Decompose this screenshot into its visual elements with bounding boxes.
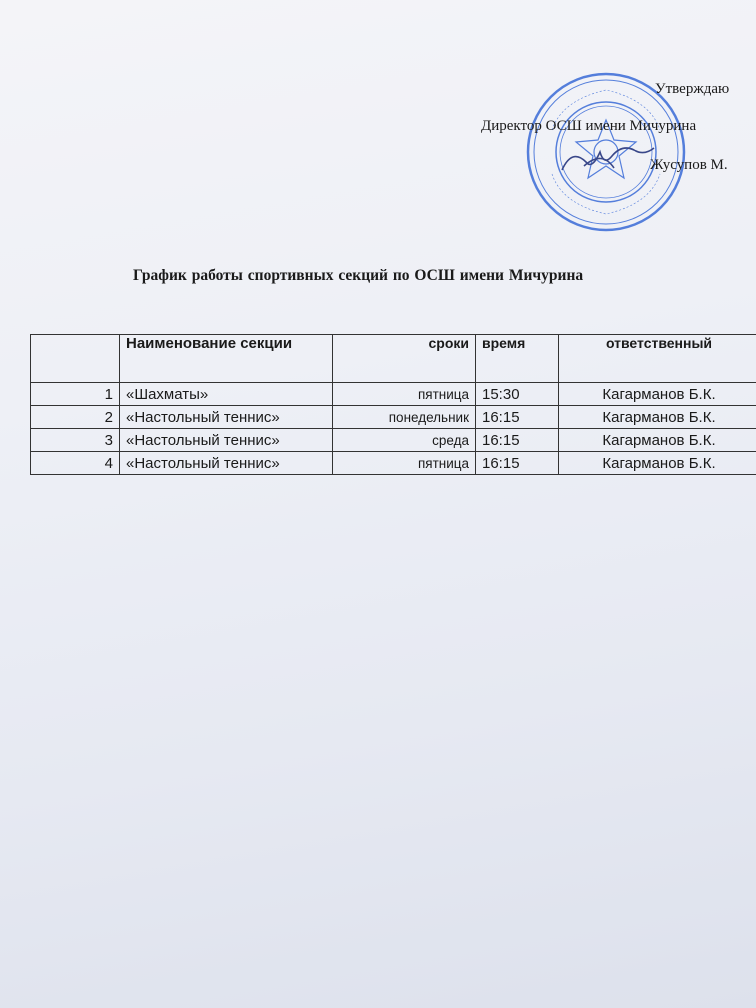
header-responsible: ответственный [559, 335, 756, 383]
header-section-name: Наименование секции [120, 335, 333, 383]
row-num: 1 [31, 383, 120, 406]
row-responsible: Кагарманов Б.К. [559, 383, 756, 406]
row-term: понедельник [333, 406, 476, 429]
approval-block [0, 0, 756, 240]
row-responsible: Кагарманов Б.К. [559, 429, 756, 452]
table-row [31, 429, 756, 452]
row-responsible: Кагарманов Б.К. [559, 452, 756, 475]
row-time: 16:15 [476, 452, 559, 475]
row-time: 16:15 [476, 429, 559, 452]
director-title: Директор ОСШ имени Мичурина [481, 118, 697, 134]
table-row [31, 406, 756, 429]
table-row [31, 452, 756, 475]
schedule-table [30, 334, 756, 475]
row-section-name: «Шахматы» [120, 383, 333, 406]
row-term: пятница [333, 383, 476, 406]
row-section-name: «Настольный теннис» [120, 452, 333, 475]
row-section-name: «Настольный теннис» [120, 406, 333, 429]
row-time: 15:30 [476, 383, 559, 406]
row-time: 16:15 [476, 406, 559, 429]
header-num [31, 335, 120, 383]
header-term: сроки [333, 335, 476, 383]
row-term: пятница [333, 452, 476, 475]
row-num: 3 [31, 429, 120, 452]
row-responsible: Кагарманов Б.К. [559, 406, 756, 429]
document-title: График работы спортивных секций по ОСШ имени Мичурина [133, 267, 584, 284]
approved-label: Утверждаю [655, 81, 730, 97]
row-num: 4 [31, 452, 120, 475]
header-time: время [476, 335, 559, 383]
row-section-name: «Настольный теннис» [120, 429, 333, 452]
table-header-row [31, 335, 756, 383]
row-num: 2 [31, 406, 120, 429]
director-name: Жусупов М. [650, 157, 728, 173]
row-term: среда [333, 429, 476, 452]
table-row [31, 383, 756, 406]
